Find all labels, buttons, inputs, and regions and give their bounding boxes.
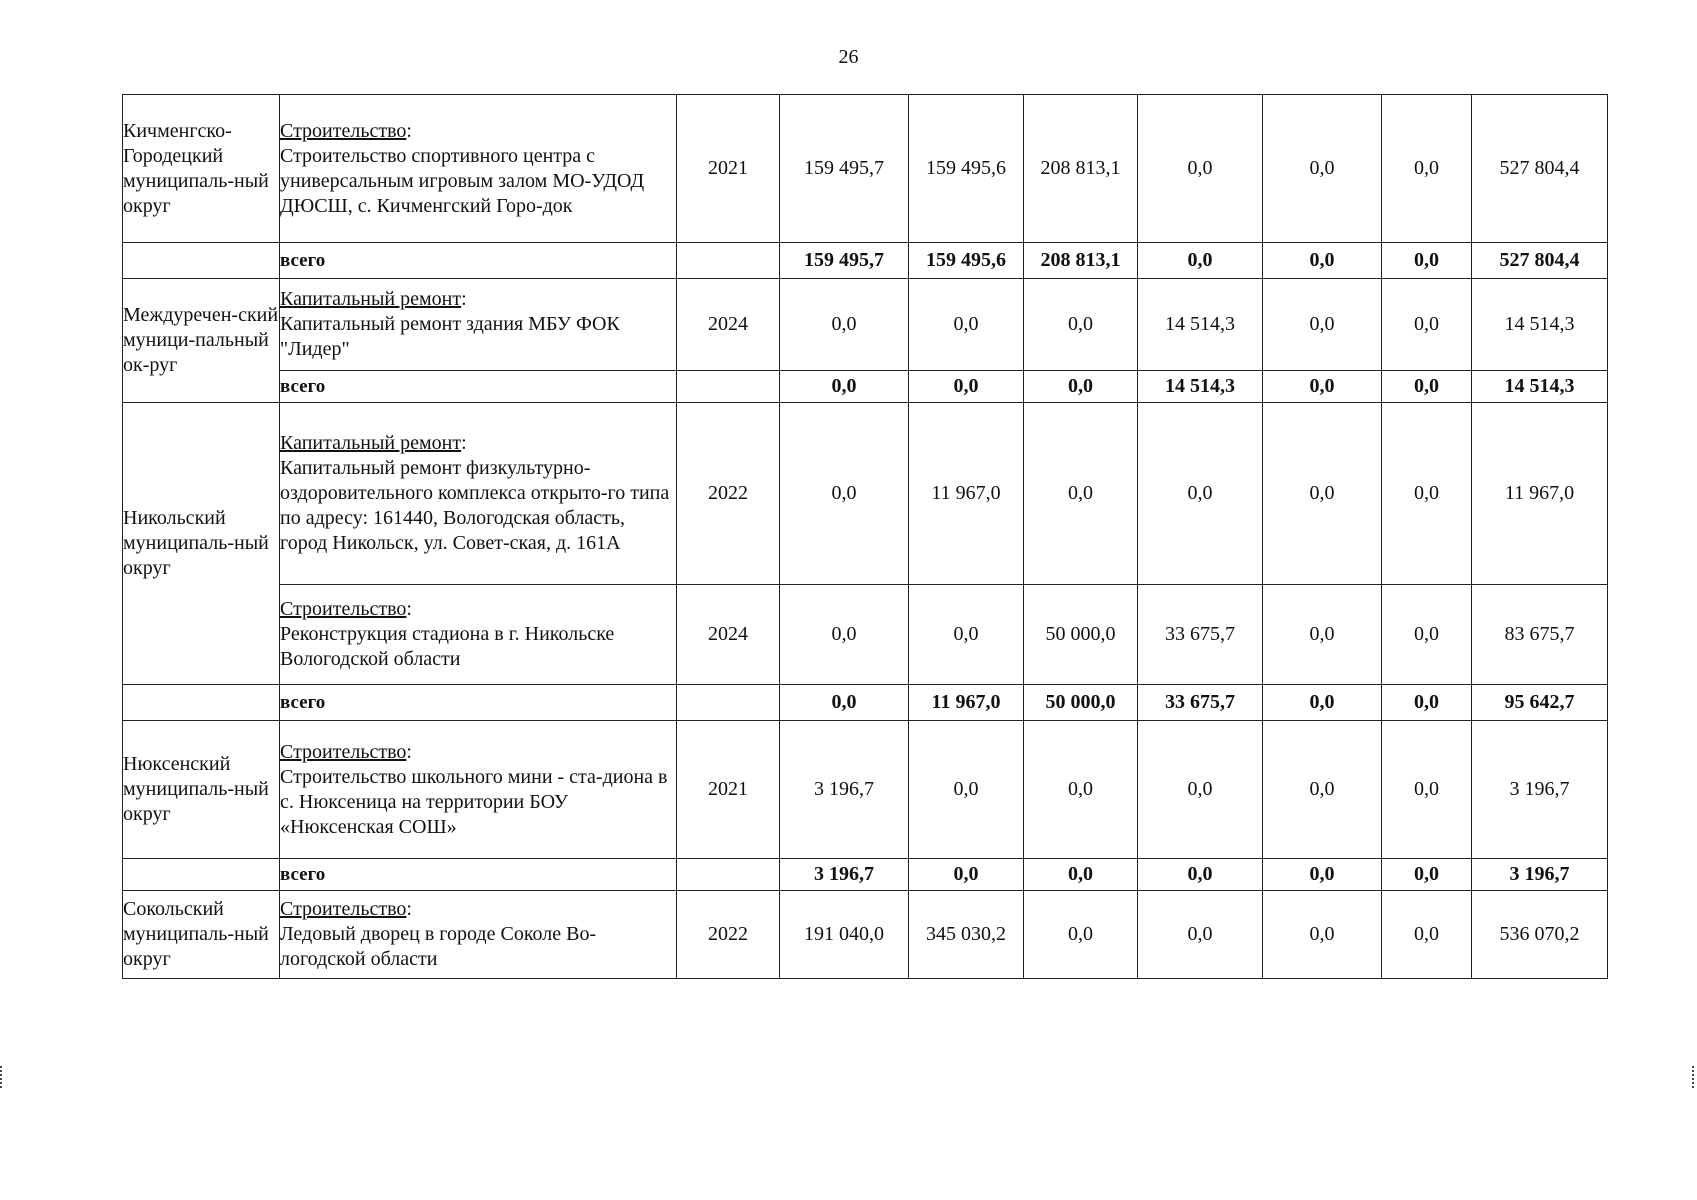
table-row bbox=[123, 891, 1608, 979]
left-edge-mark bbox=[0, 1066, 8, 1088]
table-row bbox=[123, 721, 1608, 859]
project-description: Ледовый дворец в городе Соколе Во-логодской области bbox=[280, 923, 597, 970]
value-cell: 0,0 bbox=[1263, 95, 1382, 243]
municipality-cell bbox=[123, 685, 280, 721]
value-cell: 0,0 bbox=[1263, 859, 1382, 891]
value-cell: 208 813,1 bbox=[1024, 95, 1138, 243]
value-cell: 536 070,2 bbox=[1472, 891, 1608, 979]
year-cell bbox=[677, 859, 780, 891]
table-row bbox=[123, 585, 1608, 685]
value-cell: 0,0 bbox=[1382, 891, 1472, 979]
total-label: всего bbox=[280, 859, 677, 891]
value-cell: 0,0 bbox=[1024, 371, 1138, 403]
value-cell: 3 196,7 bbox=[1472, 859, 1608, 891]
right-edge-mark bbox=[1692, 1066, 1697, 1088]
value-cell: 50 000,0 bbox=[1024, 685, 1138, 721]
value-cell: 0,0 bbox=[1382, 685, 1472, 721]
value-cell: 14 514,3 bbox=[1138, 279, 1263, 371]
year-cell: 2021 bbox=[677, 95, 780, 243]
value-cell: 527 804,4 bbox=[1472, 95, 1608, 243]
value-cell: 0,0 bbox=[909, 585, 1024, 685]
value-cell: 0,0 bbox=[1263, 243, 1382, 279]
description-cell: Строительство: Строительство школьного мини - ста-диона в с. Нюксеница на территории БОУ «Нюксенская СОШ» bbox=[280, 721, 677, 859]
project-description: Строительство школьного мини - ста-диона в с. Нюксеница на территории БОУ «Нюксенская СОШ» bbox=[280, 765, 668, 838]
value-cell: 0,0 bbox=[1382, 403, 1472, 585]
value-cell: 11 967,0 bbox=[909, 403, 1024, 585]
municipality-cell: Междуречен-ский муници-пальный ок-руг bbox=[123, 279, 280, 403]
page-number: 26 bbox=[838, 46, 859, 68]
value-cell: 0,0 bbox=[909, 859, 1024, 891]
category-label: Строительство bbox=[280, 598, 407, 620]
value-cell: 0,0 bbox=[1024, 891, 1138, 979]
value-cell: 14 514,3 bbox=[1138, 371, 1263, 403]
value-cell: 345 030,2 bbox=[909, 891, 1024, 979]
value-cell: 159 495,7 bbox=[780, 243, 909, 279]
value-cell: 0,0 bbox=[1382, 243, 1472, 279]
value-cell: 0,0 bbox=[780, 685, 909, 721]
value-cell: 159 495,6 bbox=[909, 95, 1024, 243]
value-cell: 0,0 bbox=[1382, 95, 1472, 243]
year-cell bbox=[677, 243, 780, 279]
year-cell bbox=[677, 371, 780, 403]
value-cell: 33 675,7 bbox=[1138, 585, 1263, 685]
municipality-cell bbox=[123, 859, 280, 891]
value-cell: 208 813,1 bbox=[1024, 243, 1138, 279]
municipality-cell: Сокольский муниципаль-ный округ bbox=[123, 891, 280, 979]
category-label: Строительство bbox=[280, 740, 407, 763]
value-cell: 11 967,0 bbox=[909, 685, 1024, 721]
description-cell: Строительство: Строительство спортивного центра с универсальным игровым залом МО-УДОД ДЮСШ, с. Кичменгский Горо-док bbox=[280, 95, 677, 243]
year-cell: 2021 bbox=[677, 721, 780, 859]
category-label: Капитальный ремонт bbox=[280, 432, 462, 454]
value-cell: 0,0 bbox=[1024, 279, 1138, 371]
value-cell: 14 514,3 bbox=[1472, 279, 1608, 371]
value-cell: 0,0 bbox=[1263, 371, 1382, 403]
municipality-cell bbox=[123, 243, 280, 279]
value-cell: 0,0 bbox=[1138, 243, 1263, 279]
description-cell: Строительство: Ледовый дворец в городе Соколе Во-логодской области bbox=[280, 891, 677, 979]
total-label: всего bbox=[280, 685, 677, 721]
value-cell: 0,0 bbox=[1138, 403, 1263, 585]
year-cell bbox=[677, 685, 780, 721]
value-cell: 0,0 bbox=[1382, 371, 1472, 403]
project-description: Строительство спортивного центра с универсальным игровым залом МО-УДОД ДЮСШ, с. Кичменгский Горо-док bbox=[280, 144, 645, 217]
table-row bbox=[123, 279, 1608, 371]
value-cell: 0,0 bbox=[780, 279, 909, 371]
value-cell: 0,0 bbox=[1263, 585, 1382, 685]
year-cell: 2022 bbox=[677, 891, 780, 979]
value-cell: 0,0 bbox=[1138, 891, 1263, 979]
value-cell: 0,0 bbox=[909, 279, 1024, 371]
value-cell: 33 675,7 bbox=[1138, 685, 1263, 721]
year-cell: 2022 bbox=[677, 403, 780, 585]
value-cell: 83 675,7 bbox=[1472, 585, 1608, 685]
value-cell: 0,0 bbox=[780, 371, 909, 403]
category-label: Капитальный ремонт bbox=[280, 288, 462, 310]
value-cell: 95 642,7 bbox=[1472, 685, 1608, 721]
value-cell: 0,0 bbox=[1024, 721, 1138, 859]
project-description: Реконструкция стадиона в г. Никольске Вологодской области bbox=[280, 623, 615, 670]
value-cell: 0,0 bbox=[1138, 95, 1263, 243]
value-cell: 159 495,6 bbox=[909, 243, 1024, 279]
total-row bbox=[123, 243, 1608, 279]
total-row bbox=[123, 685, 1608, 721]
value-cell: 0,0 bbox=[1263, 891, 1382, 979]
value-cell: 3 196,7 bbox=[780, 859, 909, 891]
value-cell: 0,0 bbox=[780, 403, 909, 585]
value-cell: 3 196,7 bbox=[780, 721, 909, 859]
value-cell: 0,0 bbox=[1138, 859, 1263, 891]
total-row bbox=[123, 859, 1608, 891]
category-label: Строительство bbox=[280, 119, 407, 142]
value-cell: 0,0 bbox=[909, 371, 1024, 403]
year-cell: 2024 bbox=[677, 279, 780, 371]
year-cell: 2024 bbox=[677, 585, 780, 685]
project-description: Капитальный ремонт здания МБУ ФОК "Лидер" bbox=[280, 313, 620, 360]
value-cell: 0,0 bbox=[1024, 403, 1138, 585]
value-cell: 0,0 bbox=[780, 585, 909, 685]
value-cell: 0,0 bbox=[1263, 721, 1382, 859]
total-label: всего bbox=[280, 371, 677, 403]
description-cell: Капитальный ремонт: Капитальный ремонт физкультурно-оздоровительного комплекса открыто-го типа по адресу: 161440, Вологодская область, город Никольск, ул. Совет-ская, д. 161А bbox=[280, 403, 677, 585]
value-cell: 0,0 bbox=[1263, 403, 1382, 585]
value-cell: 11 967,0 bbox=[1472, 403, 1608, 585]
total-row bbox=[123, 371, 1608, 403]
value-cell: 0,0 bbox=[1263, 279, 1382, 371]
value-cell: 0,0 bbox=[909, 721, 1024, 859]
value-cell: 0,0 bbox=[1263, 685, 1382, 721]
project-description: Капитальный ремонт физкультурно-оздоровительного комплекса открыто-го типа по адресу: 161440, Вологодская область, город Никольск, ул. Совет-ская, д. 161А bbox=[280, 457, 670, 554]
value-cell: 14 514,3 bbox=[1472, 371, 1608, 403]
description-cell: Капитальный ремонт: Капитальный ремонт здания МБУ ФОК "Лидер" bbox=[280, 279, 677, 371]
value-cell: 3 196,7 bbox=[1472, 721, 1608, 859]
value-cell: 50 000,0 bbox=[1024, 585, 1138, 685]
municipality-cell: Никольский муниципаль-ный округ bbox=[123, 403, 280, 685]
value-cell: 0,0 bbox=[1138, 721, 1263, 859]
value-cell: 0,0 bbox=[1382, 859, 1472, 891]
value-cell: 527 804,4 bbox=[1472, 243, 1608, 279]
table-row bbox=[123, 403, 1608, 585]
value-cell: 0,0 bbox=[1382, 585, 1472, 685]
municipality-cell: Кичменгско-Городецкий муниципаль-ный округ bbox=[123, 95, 280, 243]
budget-table bbox=[122, 94, 1608, 979]
value-cell: 0,0 bbox=[1024, 859, 1138, 891]
table-row bbox=[123, 95, 1608, 243]
value-cell: 0,0 bbox=[1382, 721, 1472, 859]
value-cell: 191 040,0 bbox=[780, 891, 909, 979]
municipality-cell: Нюксенский муниципаль-ный округ bbox=[123, 721, 280, 859]
value-cell: 0,0 bbox=[1382, 279, 1472, 371]
value-cell: 159 495,7 bbox=[780, 95, 909, 243]
category-label: Строительство bbox=[280, 898, 407, 920]
total-label: всего bbox=[280, 243, 677, 279]
description-cell: Строительство: Реконструкция стадиона в г. Никольске Вологодской области bbox=[280, 585, 677, 685]
